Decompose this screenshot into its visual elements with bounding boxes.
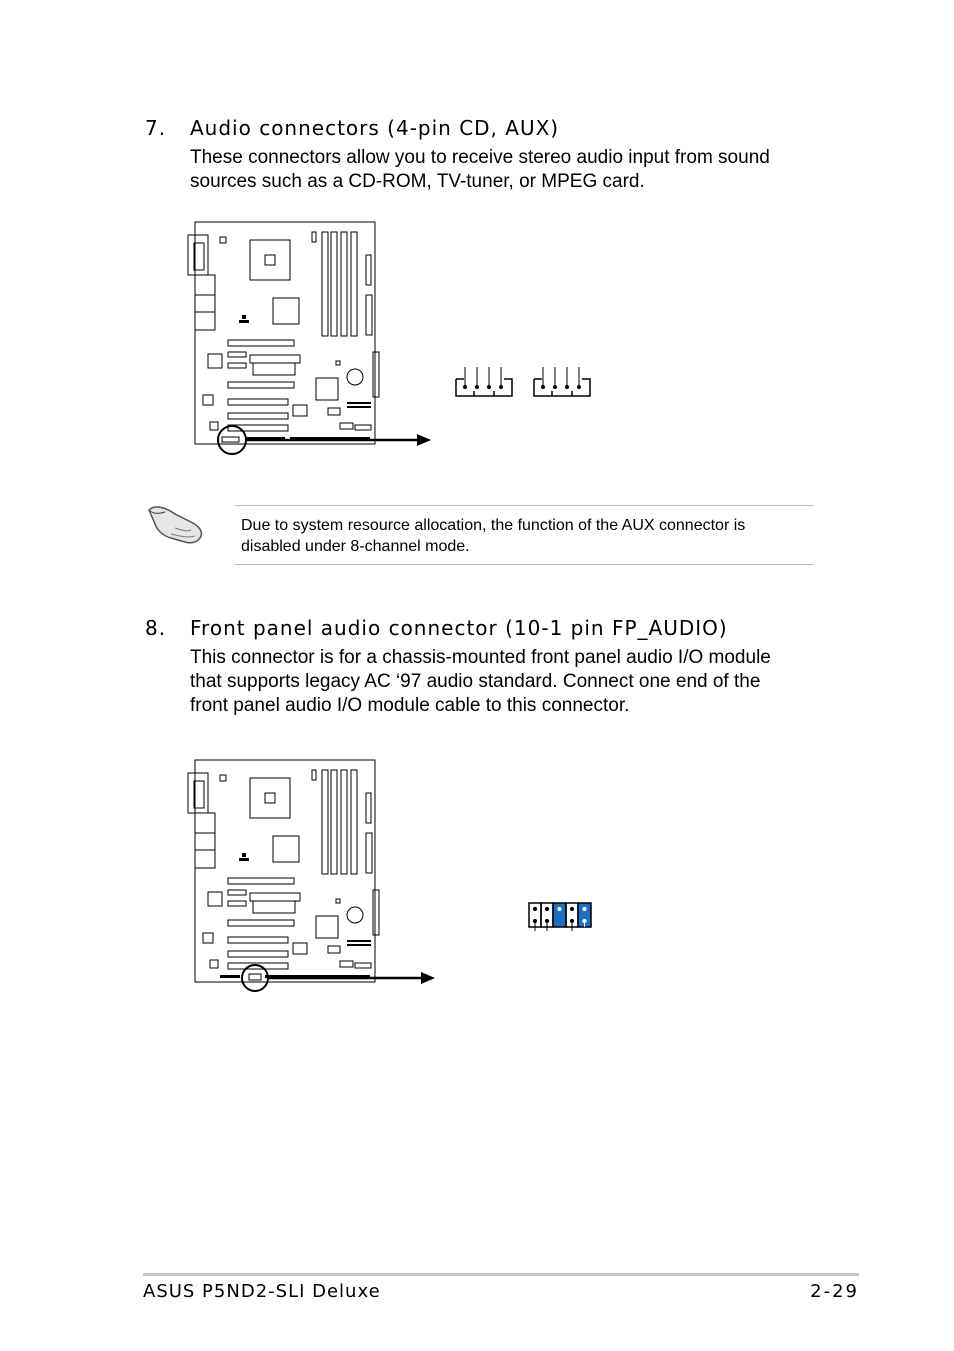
body-line: sources such as a CD-ROM, TV-tuner, or MPEG card. xyxy=(190,171,645,192)
section-8-title: Front panel audio connector (10-1 pin FP_AUDIO) xyxy=(190,616,728,640)
motherboard-diagram-cd-aux xyxy=(185,215,445,460)
section-8-body xyxy=(190,646,830,718)
section-8-number: 8. xyxy=(145,616,167,640)
fp-audio-pin-header-symbol xyxy=(526,900,596,932)
body-line: front panel audio I/O module cable to this connector. xyxy=(190,695,630,716)
body-line: These connectors allow you to receive stereo audio input from sound xyxy=(190,147,770,168)
section-7-number: 7. xyxy=(145,116,167,140)
cd-connector-symbol xyxy=(452,365,517,403)
section-8-heading xyxy=(145,616,728,640)
note-box xyxy=(235,505,814,565)
note-line: Due to system resource allocation, the function of the AUX connector is xyxy=(241,517,746,534)
footer-rule xyxy=(143,1273,859,1276)
section-7-body xyxy=(190,146,830,194)
aux-connector-symbol xyxy=(530,365,595,403)
footer-page-number: 2-29 xyxy=(810,1281,859,1302)
pointing-hand-icon xyxy=(145,500,207,548)
footer-product-name: ASUS P5ND2-SLI Deluxe xyxy=(143,1281,381,1302)
body-line: that supports legacy AC ‘97 audio standard. Connect one end of the xyxy=(190,671,761,692)
section-7-title: Audio connectors (4-pin CD, AUX) xyxy=(190,116,560,140)
section-7-heading xyxy=(145,116,559,140)
note-line: disabled under 8-channel mode. xyxy=(241,538,470,555)
motherboard-diagram-fp-audio xyxy=(185,753,445,998)
body-line: This connector is for a chassis-mounted front panel audio I/O module xyxy=(190,647,771,668)
